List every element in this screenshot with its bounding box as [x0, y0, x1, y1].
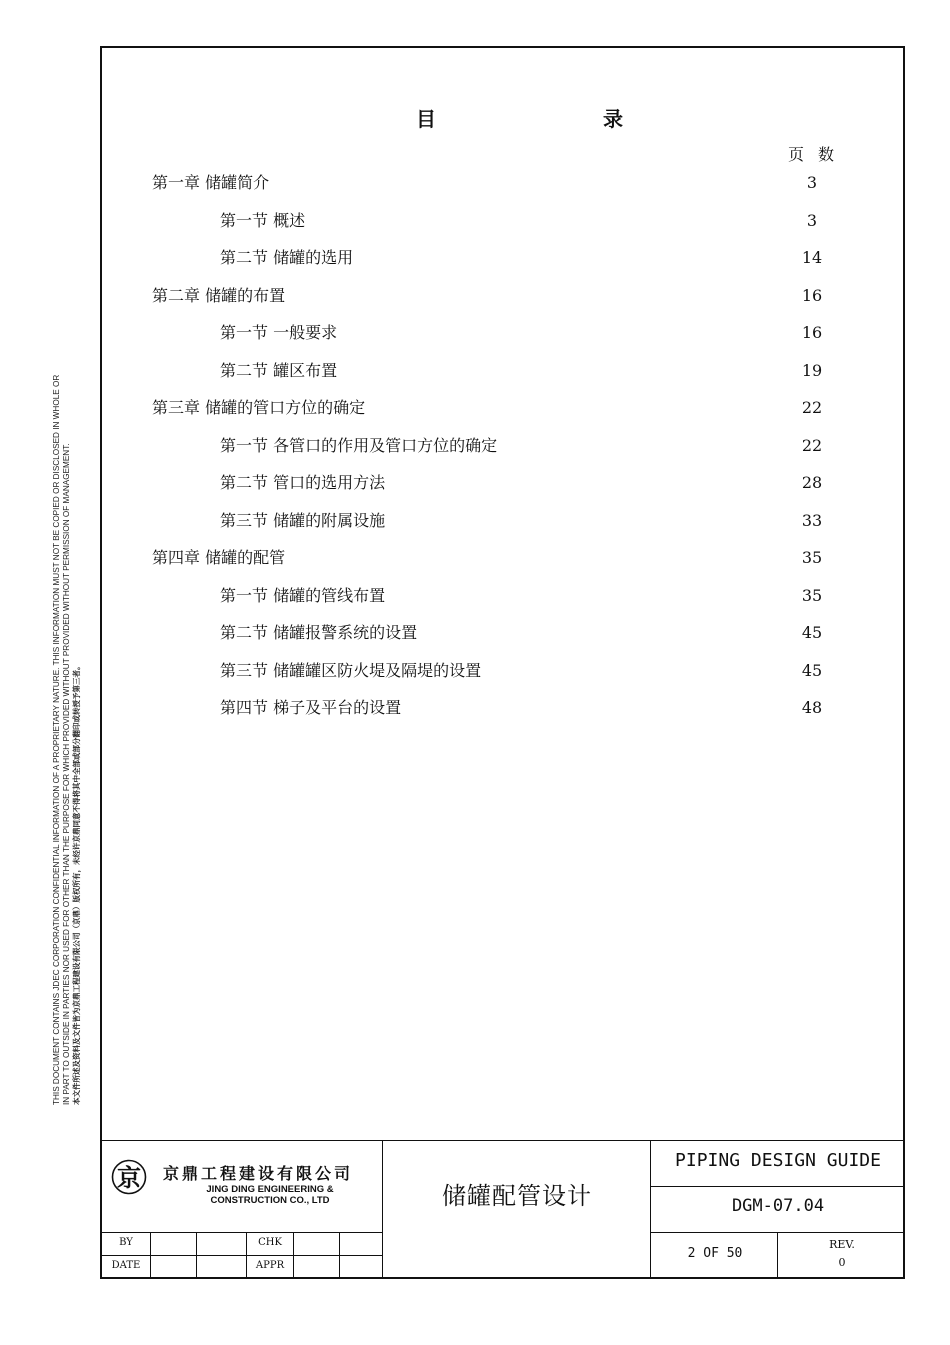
- toc-entry-page: 22: [801, 398, 823, 417]
- revision-label: REV.: [829, 1238, 855, 1251]
- company-logo-icon: [111, 1159, 147, 1195]
- date-label: DATE: [111, 1260, 141, 1271]
- toc-entry-page: 35: [801, 585, 823, 605]
- by-label: BY: [119, 1237, 133, 1248]
- company-name-en-line1: JING DING ENGINEERING &: [206, 1184, 334, 1195]
- toc-section-entry: [0, 695, 950, 721]
- notice-line-1: THIS DOCUMENT CONTAINS JDEC CORPORATION CONFIDENTIAL INFORMATION OF A PROPRIETARY NATURE. THIS INFORMATION MUST NOT BE COPIED OR DISCLOSED IN WHOLE OR: [52, 374, 61, 1105]
- toc-section-entry: [0, 658, 950, 684]
- toc-entry-label: 第二节 储罐报警系统的设置: [220, 623, 418, 642]
- toc-entry-page: 48: [801, 698, 823, 717]
- toc-entry-label: 第三节 储罐的附属设施: [220, 510, 386, 530]
- toc-section-entry: [0, 208, 950, 234]
- signature-grid-col-3: [246, 1232, 247, 1279]
- toc-entry-page: 35: [801, 548, 823, 567]
- toc-entry-label: 第一节 一般要求: [220, 323, 338, 342]
- toc-entry-label: 第四节 梯子及平台的设置: [220, 698, 402, 717]
- logo-glyph: 京: [117, 1163, 141, 1192]
- toc-entry-label: 第一节 概述: [220, 210, 306, 230]
- revision-value: 0: [838, 1256, 846, 1269]
- toc-entry-label: 第一节 各管口的作用及管口方位的确定: [220, 435, 498, 455]
- toc-entry-label: 第一章 储罐简介: [152, 173, 270, 192]
- document-number: DGM-07.04: [731, 1196, 825, 1216]
- sheet-count: 2 OF 50: [687, 1246, 743, 1261]
- toc-entry-page: 3: [806, 210, 818, 230]
- toc-section-entry: [0, 508, 950, 534]
- toc-entry-label: 第四章 储罐的配管: [152, 548, 286, 567]
- toc-entry-page: 14: [801, 248, 823, 267]
- company-name-cn: 京鼎工程建设有限公司: [163, 1164, 354, 1183]
- chk-label: CHK: [258, 1237, 282, 1248]
- toc-entry-label: 第三节 储罐罐区防火堤及隔堤的设置: [220, 660, 482, 680]
- notice-line-3: 本文件所述及资料及文件皆为京鼎工程建设有限公司（京鼎）版权所有，未经许京鼎同意不得将其中全部或部分翻印或转授予第三者。: [72, 662, 81, 1105]
- toc-entry-page: 45: [801, 623, 823, 642]
- toc-title: 目 录: [416, 107, 703, 131]
- company-name-en: [160, 1184, 380, 1206]
- toc-section-entry: [0, 433, 950, 459]
- toc-section-entry: [0, 358, 950, 384]
- toc-entry-page: 19: [801, 360, 823, 380]
- toc-section-entry: [0, 245, 950, 271]
- title-block-guide-underline: [650, 1186, 905, 1187]
- toc-entry-label: 第一节 储罐的管线布置: [220, 585, 386, 605]
- toc-entry-page: 16: [801, 285, 823, 305]
- signature-grid-top: [100, 1232, 383, 1233]
- toc-section-entry: [0, 583, 950, 609]
- signature-grid-middle: [100, 1255, 383, 1256]
- toc-entry-label: 第二节 储罐的选用: [220, 248, 354, 267]
- toc-entry-label: 第二章 储罐的布置: [152, 285, 286, 305]
- toc-section-entry: [0, 620, 950, 646]
- toc-entry-page: 16: [801, 323, 823, 342]
- toc-entry-label: 第二节 管口的选用方法: [220, 473, 386, 492]
- signature-grid-col-1: [150, 1232, 151, 1279]
- document-title-cn: 储罐配管设计: [442, 1182, 592, 1210]
- guide-title: PIPING DESIGN GUIDE: [675, 1150, 881, 1171]
- toc-chapter-entry: [0, 545, 950, 571]
- title-block-divider-1: [382, 1140, 383, 1279]
- page-number-header: 页数: [788, 145, 849, 164]
- toc-entry-label: 第二节 罐区布置: [220, 360, 338, 380]
- toc-chapter-entry: [0, 170, 950, 196]
- toc-entry-page: 45: [801, 660, 823, 680]
- appr-label: APPR: [255, 1260, 285, 1271]
- toc-chapter-entry: [0, 395, 950, 421]
- company-name-en-line2: CONSTRUCTION CO., LTD: [210, 1195, 330, 1206]
- toc-section-entry: [0, 470, 950, 496]
- toc-entry-page: 28: [801, 473, 823, 492]
- toc-entry-page: 3: [806, 173, 818, 192]
- notice-line-2: IN PART TO OUTSIDE IN PARTIES NOR USED FOR OTHER THAN THE PURPOSE FOR WHICH PROVIDED WITHOUT PROVIDED WITHOUT PERMISSION OF MANAGEMENT.: [62, 443, 71, 1105]
- toc-chapter-entry: [0, 283, 950, 309]
- title-block-divider-2: [650, 1140, 651, 1279]
- toc-entry-page: 22: [801, 435, 823, 455]
- toc-entry-page: 33: [801, 510, 823, 530]
- signature-grid-col-5: [339, 1232, 340, 1279]
- signature-grid-col-2: [196, 1232, 197, 1279]
- title-block-top-border: [100, 1140, 905, 1141]
- toc-entry-label: 第三章 储罐的管口方位的确定: [152, 398, 366, 417]
- toc-section-entry: [0, 320, 950, 346]
- signature-grid-col-4: [293, 1232, 294, 1279]
